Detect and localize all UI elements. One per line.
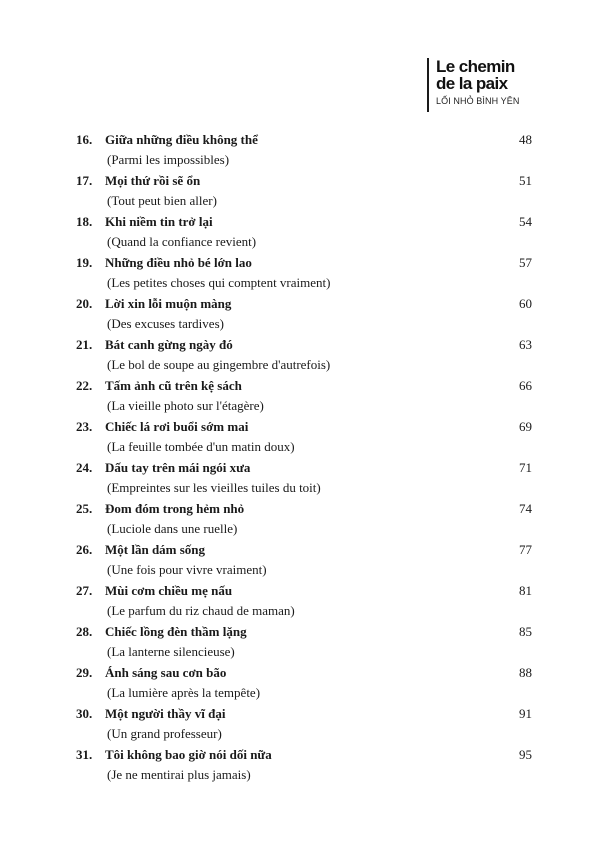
toc-number: 17. bbox=[76, 173, 93, 188]
toc-subtitle: (Empreintes sur les vieilles tuiles du toit) bbox=[107, 480, 321, 495]
toc-entry[interactable] bbox=[0, 538, 600, 579]
toc-title: Ánh sáng sau cơn bão bbox=[105, 665, 227, 680]
toc-page-number: 71 bbox=[519, 460, 532, 475]
toc-title: Một lần dám sống bbox=[105, 542, 206, 557]
toc-page-number: 74 bbox=[519, 501, 532, 516]
toc-number: 16. bbox=[76, 132, 93, 147]
toc-subtitle: (Une fois pour vivre vraiment) bbox=[107, 562, 267, 577]
toc-subtitle: (La feuille tombée d'un matin doux) bbox=[107, 439, 295, 454]
toc-number: 23. bbox=[76, 419, 93, 434]
toc-subtitle: (Quand la confiance revient) bbox=[107, 234, 257, 249]
toc-number: 30. bbox=[76, 706, 93, 721]
toc-page-number: 69 bbox=[519, 419, 532, 434]
toc-subtitle: (Tout peut bien aller) bbox=[107, 193, 217, 208]
toc-entry[interactable] bbox=[0, 251, 600, 292]
toc-title: Mùi cơm chiều mẹ nấu bbox=[105, 583, 233, 598]
toc-entry[interactable] bbox=[0, 620, 600, 661]
toc-page-number: 88 bbox=[519, 665, 532, 680]
toc-entry[interactable] bbox=[0, 702, 600, 743]
toc-number: 29. bbox=[76, 665, 93, 680]
brand-title-line1: Le chemin bbox=[436, 57, 515, 76]
toc-page-number: 91 bbox=[519, 706, 532, 721]
toc-title: Lời xin lỗi muộn màng bbox=[105, 296, 232, 311]
toc-title: Khi niềm tin trở lại bbox=[105, 214, 213, 229]
toc-entry[interactable] bbox=[0, 292, 600, 333]
toc-page-number: 51 bbox=[519, 173, 532, 188]
toc-page-number: 81 bbox=[519, 583, 532, 598]
toc-subtitle: (Un grand professeur) bbox=[107, 726, 222, 741]
book-brand-logo bbox=[427, 58, 539, 112]
toc-number: 24. bbox=[76, 460, 93, 475]
toc-title: Giữa những điều không thể bbox=[105, 132, 258, 147]
toc-title: Dấu tay trên mái ngói xưa bbox=[105, 460, 251, 475]
toc-subtitle: (Luciole dans une ruelle) bbox=[107, 521, 238, 536]
toc-page-number: 66 bbox=[519, 378, 532, 393]
toc-page-number: 54 bbox=[519, 214, 532, 229]
brand-subtitle: LỐI NHỎ BÌNH YÊN bbox=[436, 96, 520, 106]
toc-number: 22. bbox=[76, 378, 93, 393]
toc-number: 21. bbox=[76, 337, 93, 352]
toc-title: Mọi thứ rồi sẽ ổn bbox=[105, 173, 201, 188]
toc-entry[interactable] bbox=[0, 210, 600, 251]
toc-title: Chiếc lồng đèn thầm lặng bbox=[105, 624, 247, 639]
toc-page-number: 63 bbox=[519, 337, 532, 352]
toc-number: 31. bbox=[76, 747, 93, 762]
toc-title: Tấm ảnh cũ trên kệ sách bbox=[105, 378, 242, 393]
toc-subtitle: (La vieille photo sur l'étagère) bbox=[107, 398, 264, 413]
toc-entry[interactable] bbox=[0, 497, 600, 538]
toc-entry[interactable] bbox=[0, 743, 600, 784]
toc-entry[interactable] bbox=[0, 169, 600, 210]
toc-title: Một người thầy vĩ đại bbox=[105, 706, 226, 721]
toc-title: Những điều nhỏ bé lớn lao bbox=[105, 255, 252, 270]
toc-subtitle: (Des excuses tardives) bbox=[107, 316, 224, 331]
toc-entry[interactable] bbox=[0, 579, 600, 620]
toc-page-number: 85 bbox=[519, 624, 532, 639]
toc-number: 18. bbox=[76, 214, 93, 229]
toc-entry[interactable] bbox=[0, 661, 600, 702]
toc-number: 25. bbox=[76, 501, 93, 516]
toc-page-number: 95 bbox=[519, 747, 532, 762]
toc-entry[interactable] bbox=[0, 333, 600, 374]
toc-title: Tôi không bao giờ nói dối nữa bbox=[105, 747, 272, 762]
toc-subtitle: (Les petites choses qui comptent vraiment) bbox=[107, 275, 331, 290]
toc-page-number: 77 bbox=[519, 542, 532, 557]
toc-entry[interactable] bbox=[0, 415, 600, 456]
toc-subtitle: (Parmi les impossibles) bbox=[107, 152, 230, 167]
toc-entry[interactable] bbox=[0, 128, 600, 169]
toc-entry[interactable] bbox=[0, 374, 600, 415]
toc-title: Chiếc lá rơi buổi sớm mai bbox=[105, 419, 249, 434]
toc-number: 26. bbox=[76, 542, 93, 557]
toc-title: Đom đóm trong hẻm nhỏ bbox=[105, 501, 245, 516]
toc-subtitle: (La lumière après la tempête) bbox=[107, 685, 261, 700]
toc-page-number: 48 bbox=[519, 132, 532, 147]
toc-entry[interactable] bbox=[0, 456, 600, 497]
brand-title-line2: de la paix bbox=[436, 74, 508, 93]
toc-number: 27. bbox=[76, 583, 93, 598]
toc-number: 19. bbox=[76, 255, 93, 270]
table-of-contents bbox=[0, 128, 600, 784]
toc-number: 28. bbox=[76, 624, 93, 639]
toc-subtitle: (Je ne mentirai plus jamais) bbox=[107, 767, 251, 782]
toc-subtitle: (La lanterne silencieuse) bbox=[107, 644, 235, 659]
toc-subtitle: (Le parfum du riz chaud de maman) bbox=[107, 603, 295, 618]
toc-number: 20. bbox=[76, 296, 93, 311]
toc-page-number: 60 bbox=[519, 296, 532, 311]
toc-subtitle: (Le bol de soupe au gingembre d'autrefois) bbox=[107, 357, 331, 372]
toc-title: Bát canh gừng ngày đó bbox=[105, 337, 233, 352]
toc-page-number: 57 bbox=[519, 255, 532, 270]
